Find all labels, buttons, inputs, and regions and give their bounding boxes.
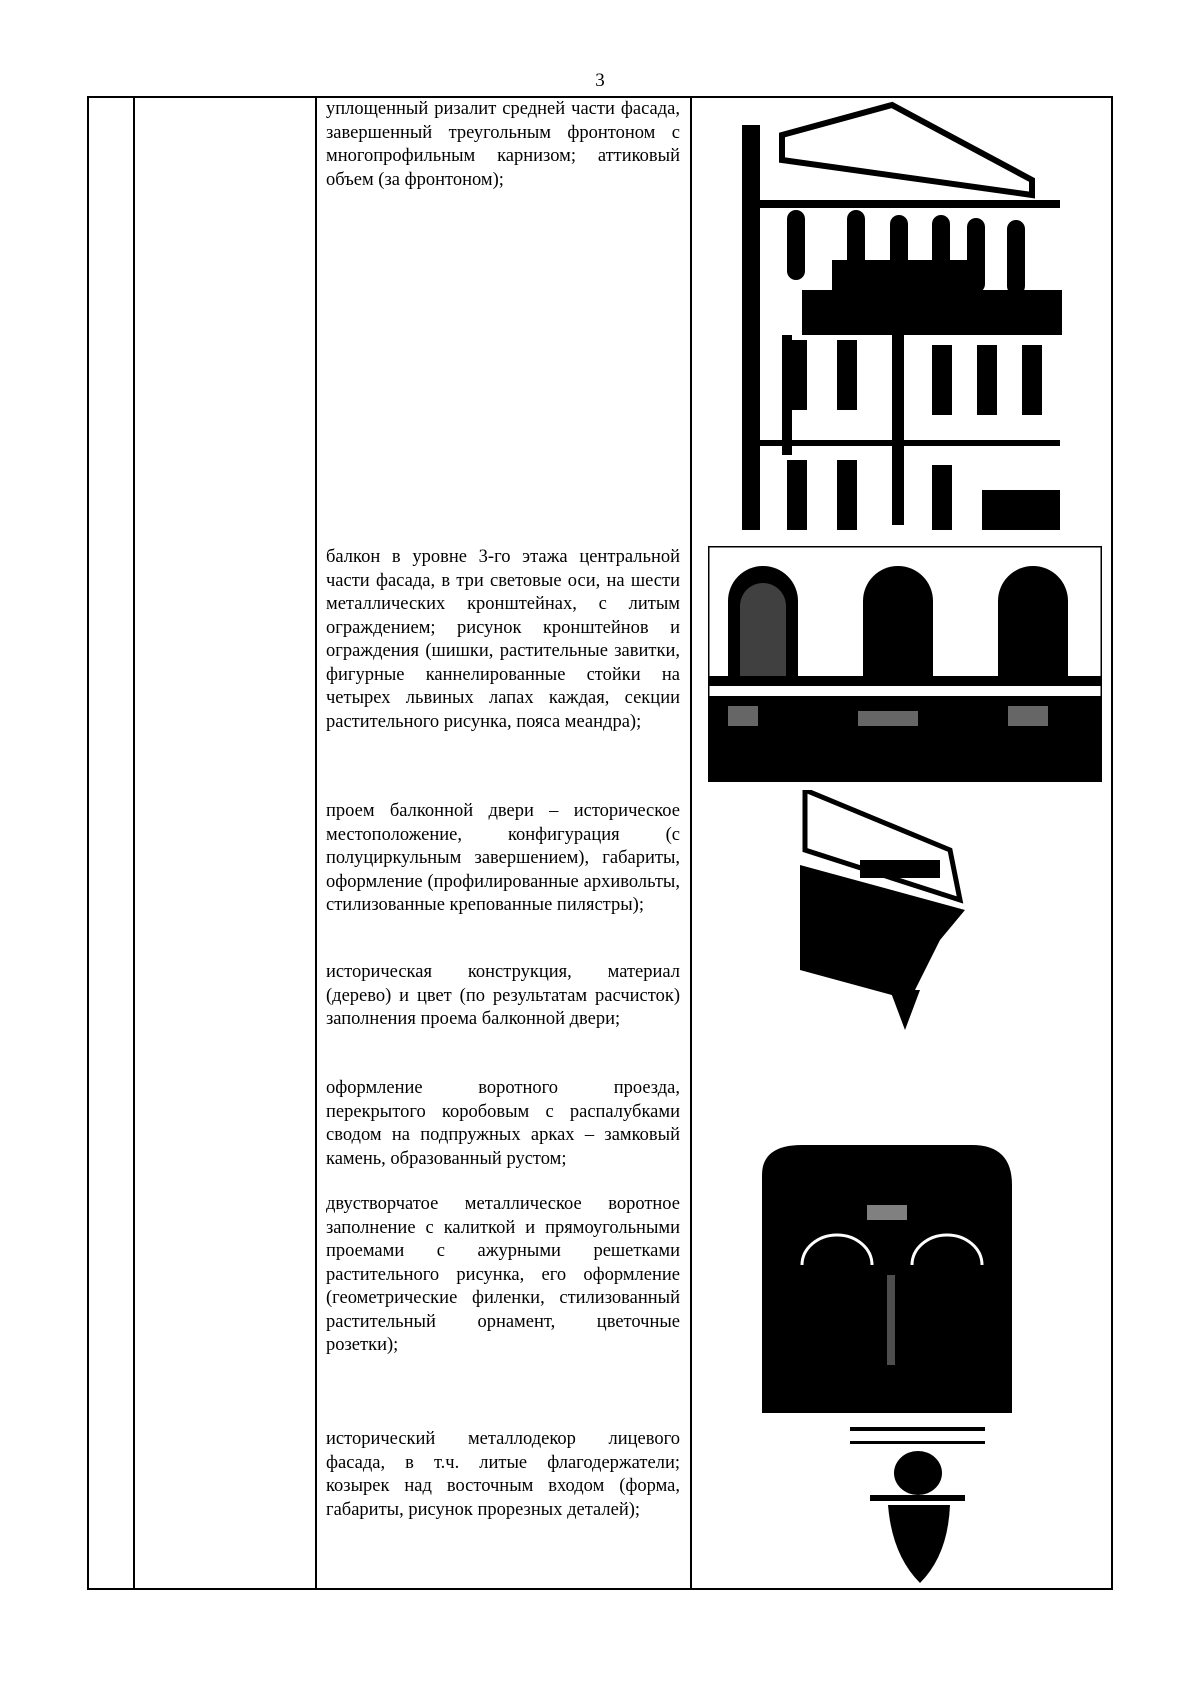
paragraph-balcony-door-opening: проем балконной двери – историческое местоположение, конфигурация (с полуциркульным завершением), габариты, оформление (профилированные архивольты, стилизованные крепованные пилястры); — [326, 801, 680, 915]
flag-holder-photo — [850, 1425, 985, 1587]
paragraph-balcony: балкон в уровне 3-го этажа центральной части фасада, в три световые оси, на шести металлических кронштейнах, с литым ограждением; рисунок кронштейнов и ограждения (шишки, растительные завитки, фигурные каннелированные стойки на четырех львиных лапах каждая, секции растительного рисунка, пояса меандра); — [326, 547, 680, 732]
paragraph-metal-decor: исторический металлодекор лицевого фасада, в т.ч. литые флагодержатели; козырек над восточным входом (форма, габариты, рисунок прорезных деталей); — [326, 1429, 680, 1520]
table-column-divider — [133, 96, 135, 1590]
paragraph-gateway: оформление воротного проезда, перекрытого коробовым с распалубками сводом на подпружных арках – замковый камень, образованный рустом; — [326, 1078, 680, 1169]
page-number: 3 — [595, 70, 605, 91]
balcony-bracket-photo — [800, 790, 970, 1035]
facade-pediment-photo — [742, 100, 1062, 530]
paragraph-gate-filling: двустворчатое металлическое воротное заполнение с калиткой и прямоугольными проемами с ажурными решетками растительного рисунка, его оформление (геометрические филенки, стилизованный растительный орнамент, цветочные розетки); — [326, 1194, 680, 1355]
table-column-divider — [690, 96, 692, 1590]
gate-photo — [762, 1145, 1040, 1413]
paragraph-balcony-door-filling: историческая конструкция, материал (дерево) и цвет (по результатам расчисток) заполнения проема балконной двери; — [326, 962, 680, 1029]
balcony-photo — [708, 546, 1102, 782]
paragraph-pediment: уплощенный ризалит средней части фасада, завершенный треугольным фронтоном с многопрофильным карнизом; аттиковый объем (за фронтоном); — [326, 99, 680, 190]
table-column-divider — [315, 96, 317, 1590]
